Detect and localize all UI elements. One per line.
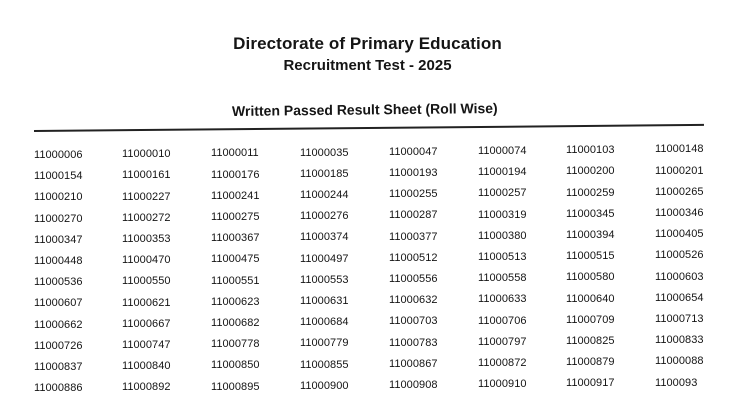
- roll-number: 11000797: [478, 335, 527, 348]
- roll-number: 11000633: [478, 293, 527, 306]
- roll-number: 11000272: [122, 211, 171, 224]
- roll-number: 11000726: [34, 339, 83, 352]
- roll-number: 11000515: [566, 250, 615, 263]
- roll-number: 11000394: [566, 229, 615, 241]
- roll-number: 11000193: [389, 167, 438, 179]
- roll-number: 11000103: [566, 144, 615, 157]
- roll-number: 11000270: [34, 212, 83, 225]
- roll-number: 11000580: [566, 271, 615, 284]
- roll-number: 11000047: [389, 145, 438, 158]
- roll-number: 11000374: [300, 231, 349, 244]
- roll-number: 11000011: [211, 147, 259, 160]
- roll-number: 11000347: [34, 233, 83, 246]
- roll-number: 11000900: [300, 379, 349, 392]
- roll-number: 11000703: [389, 315, 438, 328]
- roll-number: 11000244: [300, 189, 349, 201]
- roll-number: 11000886: [34, 382, 83, 395]
- roll-number: 11000910: [478, 378, 527, 391]
- roll-number: 11000840: [122, 360, 171, 373]
- roll-number: 11000265: [655, 185, 704, 198]
- roll-number: 11000631: [300, 295, 349, 307]
- roll-number: 11000259: [566, 186, 615, 199]
- document-subtitle: Recruitment Test - 2025: [283, 57, 452, 74]
- roll-number: 11000553: [300, 273, 349, 286]
- roll-number: 11000176: [211, 168, 260, 181]
- roll-number: 11000879: [566, 356, 615, 369]
- roll-number: 11000709: [566, 313, 615, 326]
- roll-number: 11000088: [655, 355, 704, 368]
- roll-number: 11000006: [34, 149, 83, 161]
- roll-number: 11000154: [34, 170, 83, 183]
- roll-number: 11000867: [389, 357, 438, 370]
- roll-number: 11000833: [655, 334, 704, 347]
- roll-number: 11000241: [211, 189, 260, 202]
- roll-number: 11000367: [211, 232, 260, 245]
- roll-number: 11000346: [655, 206, 704, 219]
- roll-number: 11000257: [478, 187, 527, 200]
- roll-number: 11000377: [389, 230, 438, 243]
- roll-number: 11000654: [655, 291, 704, 304]
- roll-number: 11000200: [566, 165, 615, 178]
- roll-number: 11000210: [34, 191, 83, 204]
- roll-number: 11000470: [122, 254, 171, 267]
- roll-number: 11000185: [300, 167, 349, 180]
- roll-number: 11000255: [389, 188, 438, 201]
- roll-number: 11000513: [478, 251, 527, 263]
- roll-number: 11000558: [478, 272, 527, 285]
- roll-number: 11000276: [300, 210, 349, 223]
- roll-number: 11000194: [478, 166, 527, 179]
- roll-number: 11000895: [211, 380, 260, 393]
- roll-number: 11000475: [211, 253, 260, 266]
- roll-number: 11000892: [122, 381, 171, 394]
- roll-number: 11000607: [34, 297, 83, 310]
- roll-number: 11000275: [211, 211, 260, 223]
- roll-number: 11000747: [122, 339, 171, 351]
- roll-number: 11000497: [300, 252, 349, 265]
- roll-number: 11000550: [122, 275, 171, 288]
- roll-number: 11000872: [478, 357, 527, 369]
- roll-number: 11000825: [566, 335, 615, 347]
- sheet-title: Written Passed Result Sheet (Roll Wise): [231, 99, 498, 119]
- roll-number: 1100093: [655, 376, 698, 389]
- roll-number: 11000667: [122, 317, 171, 330]
- roll-number: 11000405: [655, 228, 704, 241]
- roll-number: 11000632: [389, 294, 438, 307]
- roll-number: 11000855: [300, 358, 349, 371]
- roll-number: 11000074: [478, 145, 527, 157]
- roll-number: 11000783: [389, 336, 438, 349]
- roll-number: 11000512: [389, 251, 438, 264]
- roll-number: 11000621: [122, 296, 171, 309]
- roll-number: 11000640: [566, 292, 615, 305]
- roll-number: 11000201: [655, 164, 704, 177]
- roll-number: 11000161: [122, 169, 171, 182]
- document-title: Directorate of Primary Education: [233, 34, 502, 53]
- roll-number: 11000319: [478, 208, 527, 221]
- roll-number: 11000850: [211, 359, 260, 372]
- roll-number: 11000603: [655, 270, 704, 283]
- roll-number: 11000380: [478, 229, 527, 242]
- roll-number: 11000706: [478, 314, 527, 327]
- roll-number: 11000148: [655, 143, 704, 156]
- roll-number: 11000345: [566, 207, 615, 220]
- roll-number: 11000662: [34, 318, 83, 331]
- roll-number: 11000713: [655, 312, 704, 325]
- roll-number: 11000035: [300, 146, 349, 159]
- roll-number: 11000551: [211, 274, 260, 287]
- roll-number: 11000908: [389, 379, 438, 391]
- roll-number: 11000227: [122, 190, 171, 203]
- roll-number: 11000837: [34, 361, 83, 373]
- roll-number: 11000448: [34, 255, 83, 267]
- roll-number: 11000287: [389, 209, 438, 222]
- roll-number: 11000778: [211, 338, 260, 351]
- roll-number: 11000779: [300, 337, 349, 350]
- roll-number: 11000010: [122, 148, 171, 161]
- roll-number: 11000682: [211, 317, 260, 329]
- roll-number: 11000684: [300, 316, 349, 329]
- roll-number: 11000526: [655, 249, 704, 262]
- roll-number: 11000623: [211, 295, 260, 308]
- roll-number: 11000917: [566, 377, 615, 390]
- roll-number: 11000556: [389, 273, 438, 285]
- roll-number: 11000353: [122, 233, 171, 245]
- roll-number: 11000536: [34, 276, 83, 289]
